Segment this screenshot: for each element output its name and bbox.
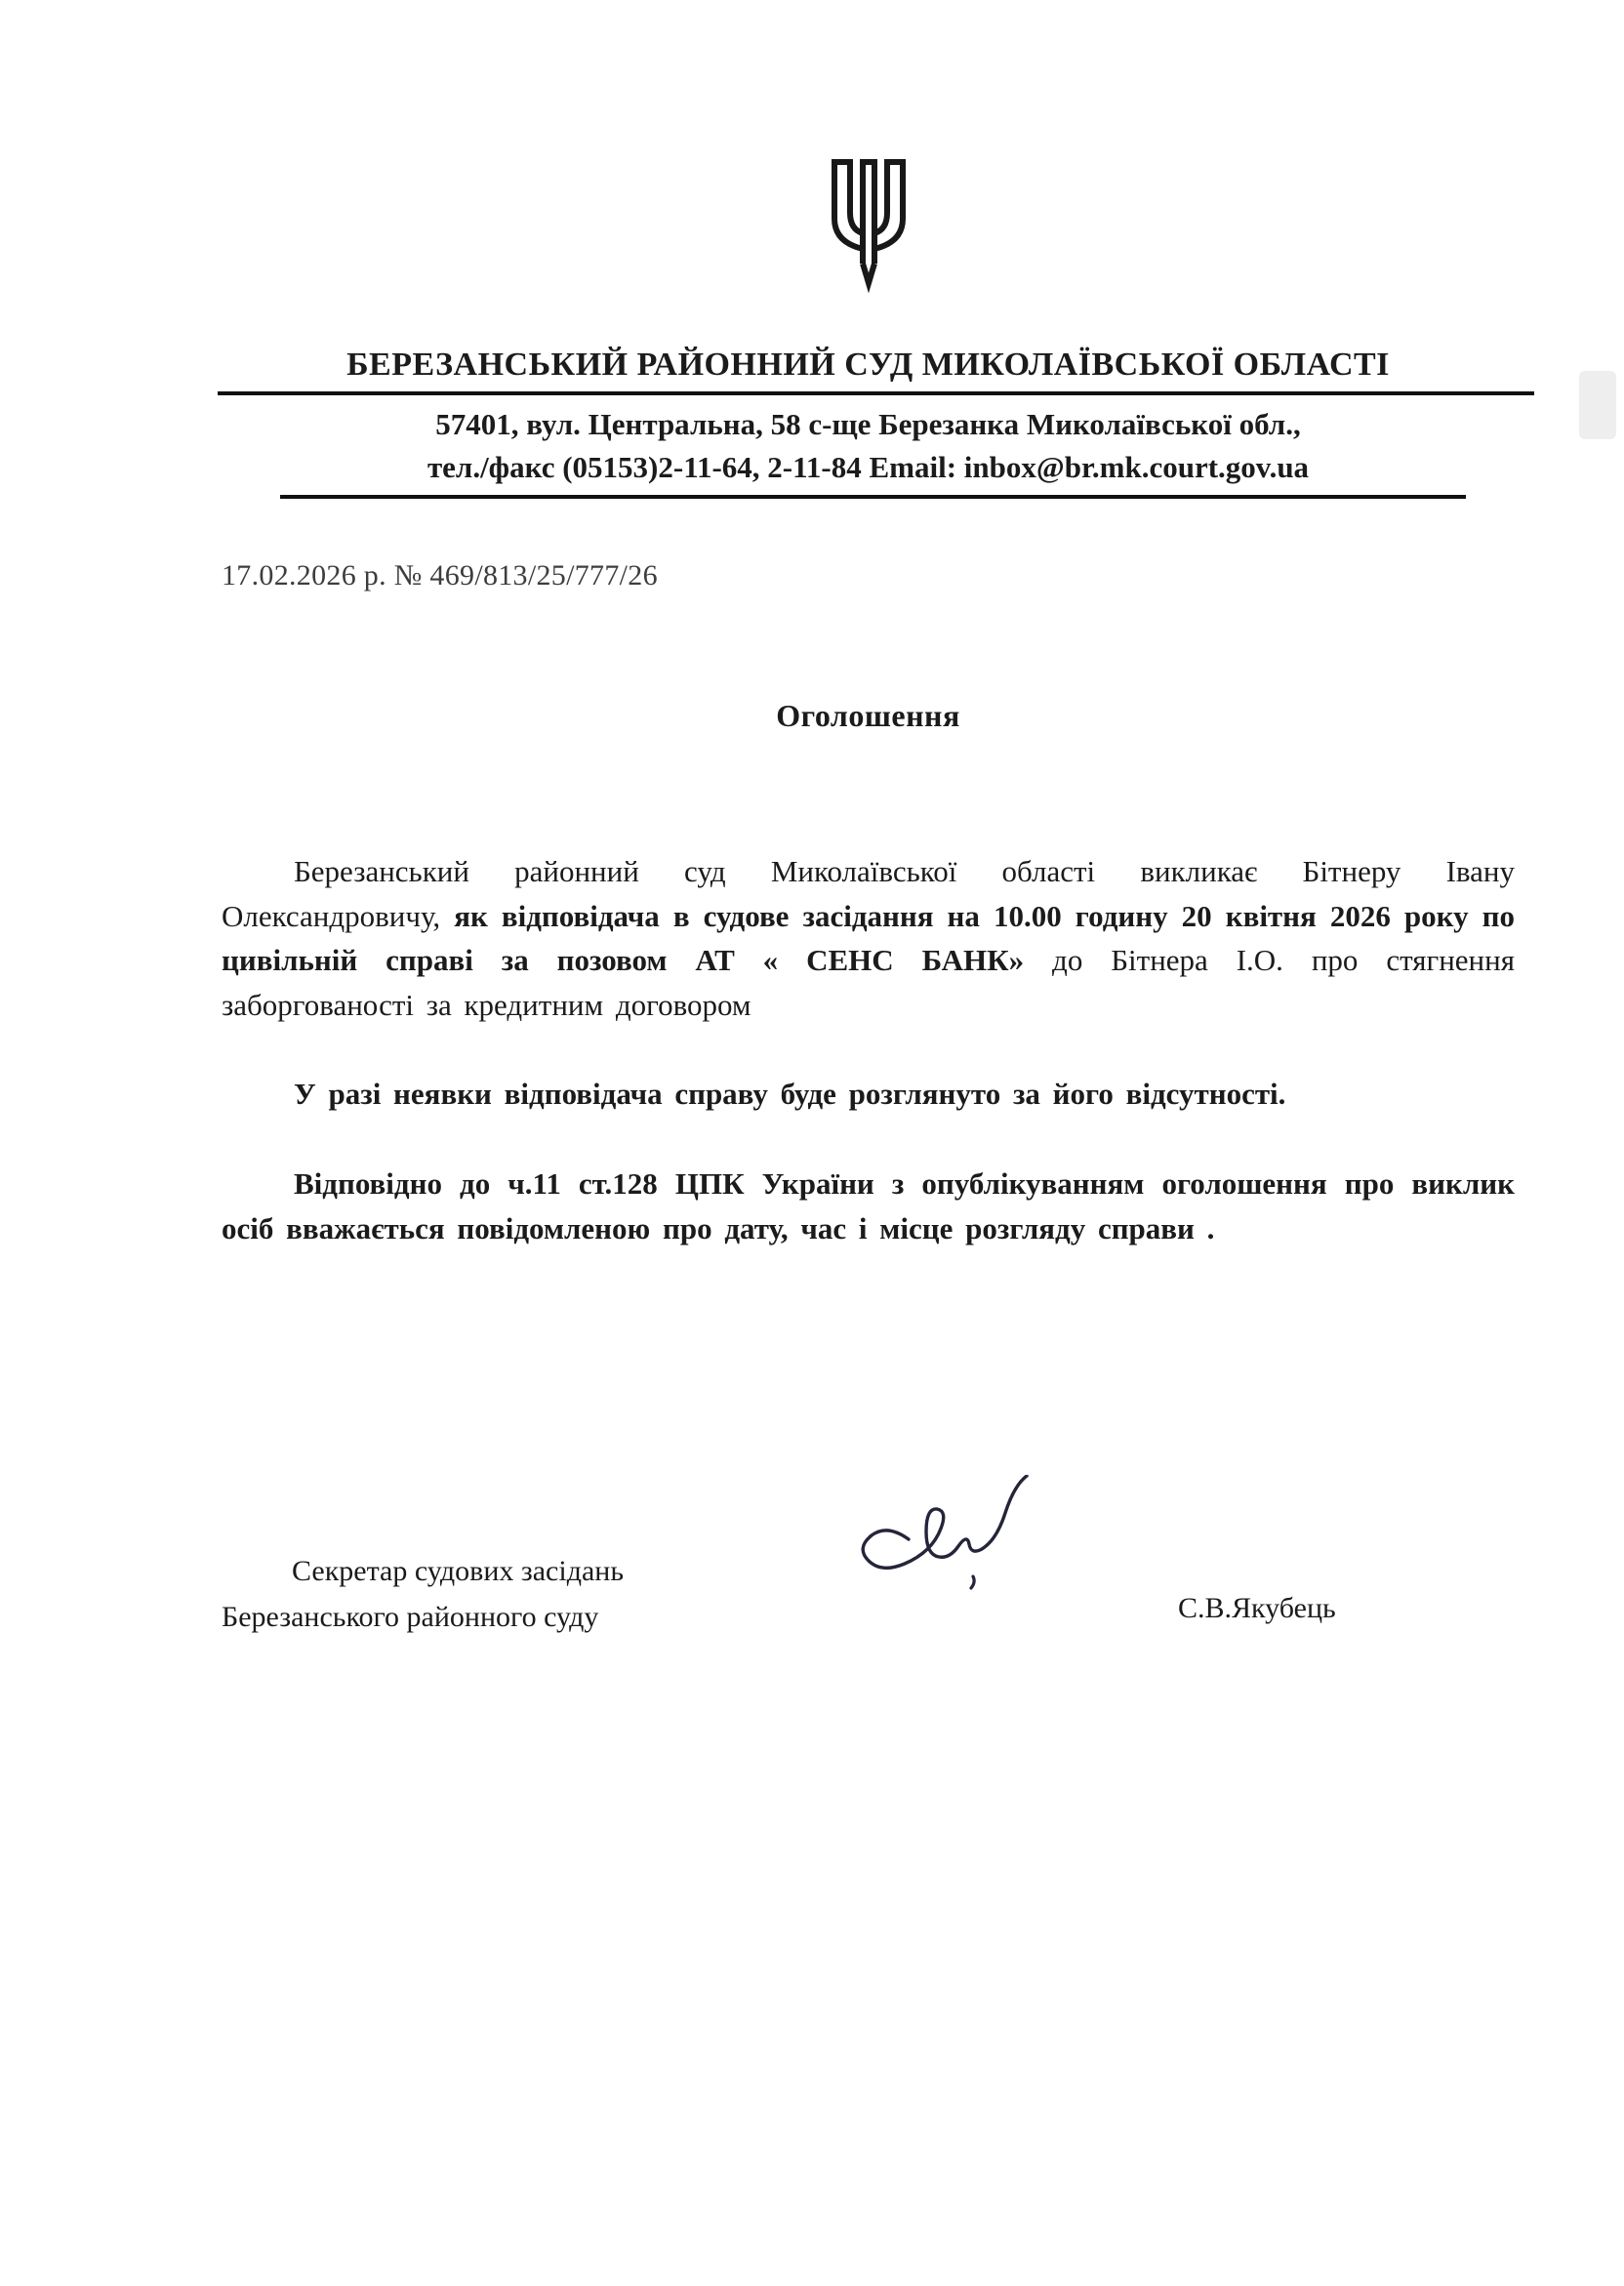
- document-content: [0, 154, 1624, 1658]
- header-divider-top: [218, 391, 1534, 395]
- signature-block: [222, 1502, 1515, 1658]
- handwritten-signature: [827, 1475, 1061, 1607]
- ukraine-trident-emblem: [818, 154, 919, 301]
- summons-text-bold: як відповідача в судове засідання на 10.00 годину 20 квітня 2026 року по цивільній справі за позовом АТ « СЕНС БАНК»: [222, 898, 1515, 978]
- signer-name: С.В.Якубець: [1178, 1592, 1336, 1625]
- document-title: Оголошення: [776, 698, 960, 734]
- signer-role-line2: Березанського районного суду: [222, 1600, 599, 1633]
- summons-text-regular-2: до Бітнера І.О. про стягнення заборгованості за кредитним договором: [222, 943, 1515, 1022]
- paragraph-legal-basis: Відповідно до ч.11 ст.128 ЦПК України з опублікуванням оголошення про виклик осіб вважається повідомленою про дату, час і місце розгляду справи .: [222, 1165, 1515, 1245]
- header-divider-bottom: [280, 495, 1466, 499]
- court-address-line: 57401, вул. Центральна, 58 с-ще Березанка Миколаївської обл.,: [435, 407, 1301, 442]
- court-contact-line: тел./факс (05153)2-11-64, 2-11-84 Email: inbox@br.mk.court.gov.ua: [426, 450, 1310, 485]
- paragraph-absence-warning: У разі неявки відповідача справу буде розглянуто за його відсутності.: [294, 1077, 1286, 1112]
- signer-role-line1: Секретар судових засідань: [292, 1555, 625, 1588]
- summons-text-regular-1: Березанський районний суд Миколаївської області викликає Бітнеру Івану Олександровичу,: [222, 854, 1515, 933]
- paragraph-summons: [222, 849, 1515, 1027]
- court-address-block: [222, 403, 1515, 489]
- signer-role: [222, 1549, 624, 1640]
- court-name-heading: БЕРЕЗАНСЬКИЙ РАЙОННИЙ СУД МИКОЛАЇВСЬКОЇ ОБЛАСТІ: [346, 347, 1390, 383]
- date-and-case-number: 17.02.2026 р. № 469/813/25/777/26: [222, 559, 658, 592]
